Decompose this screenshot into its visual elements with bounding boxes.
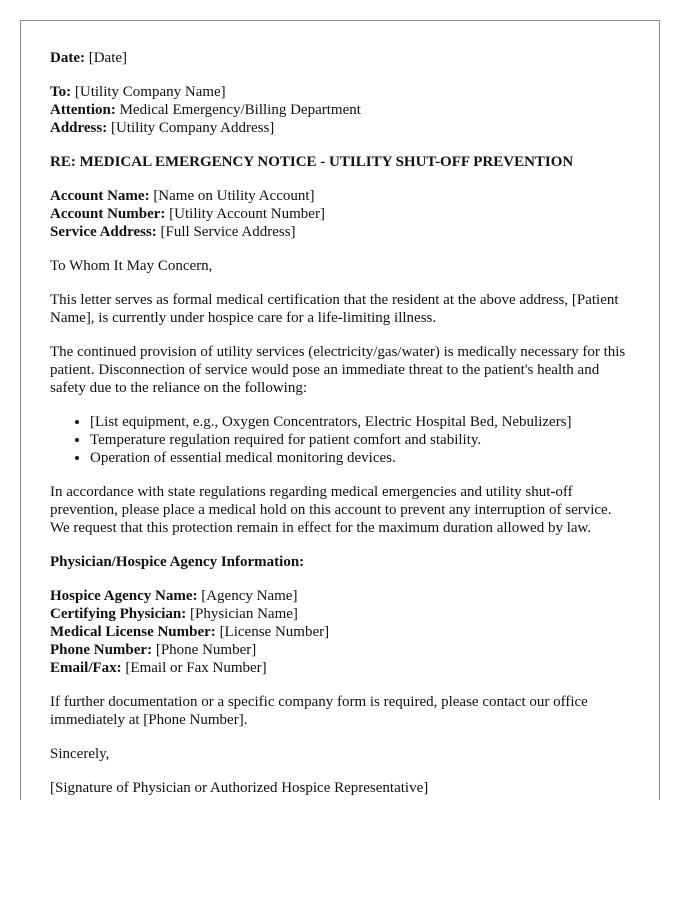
account-number-label: Account Number:	[50, 206, 166, 222]
certifying-physician-value: [Physician Name]	[186, 606, 298, 622]
phone-number-line	[50, 641, 630, 659]
phone-number-label: Phone Number:	[50, 642, 153, 658]
agency-name-value: [Agency Name]	[197, 588, 298, 604]
address-label: Address:	[50, 120, 108, 136]
physician-block	[50, 587, 630, 677]
date-label: Date:	[50, 50, 85, 66]
attention-line	[50, 101, 630, 119]
recipient-block	[50, 83, 630, 137]
paragraph-certification: This letter serves as formal medical certification that the resident at the above address, [Patient Name], is currently under hospice care for a life-limiting illness.	[50, 292, 619, 326]
account-name-value: [Name on Utility Account]	[149, 188, 315, 204]
attention-label: Attention:	[50, 102, 116, 118]
service-address-label: Service Address:	[50, 224, 157, 240]
email-fax-label: Email/Fax:	[50, 660, 122, 676]
attention-value: Medical Emergency/Billing Department	[115, 102, 361, 118]
account-block	[50, 187, 630, 241]
paragraph-request: In accordance with state regulations regarding medical emergencies and utility shut-off prevention, please place a medical hold on this account to prevent any interruption of service. We request that this protection remain in effect for the maximum duration allowed by law.	[50, 484, 612, 536]
license-number-value: [License Number]	[215, 624, 330, 640]
agency-name-line	[50, 587, 630, 605]
date-line	[50, 49, 630, 67]
license-number-label: Medical License Number:	[50, 624, 216, 640]
list-item: • Operation of essential medical monitoring devices.	[90, 449, 630, 467]
account-number-value: [Utility Account Number]	[165, 206, 325, 222]
list-item: • [List equipment, e.g., Oxygen Concentrators, Electric Hospital Bed, Nebulizers]	[90, 413, 630, 431]
list-item: • Temperature regulation required for patient comfort and stability.	[90, 431, 630, 449]
salutation: To Whom It May Concern,	[50, 258, 213, 274]
service-address-value: [Full Service Address]	[156, 224, 296, 240]
agency-name-label: Hospice Agency Name:	[50, 588, 198, 604]
email-fax-line	[50, 659, 630, 677]
date-block	[50, 49, 630, 67]
paragraph-contact: If further documentation or a specific company form is required, please contact our office immediately at [Phone Number].	[50, 694, 588, 728]
letter-page	[20, 20, 660, 800]
closing: Sincerely,	[50, 746, 110, 762]
signature-line: [Signature of Physician or Authorized Hospice Representative]	[50, 780, 429, 796]
certifying-physician-label: Certifying Physician:	[50, 606, 187, 622]
equipment-list	[50, 413, 630, 467]
letter-body	[50, 49, 630, 800]
license-number-line	[50, 623, 630, 641]
account-name-label: Account Name:	[50, 188, 150, 204]
subject-line: RE: MEDICAL EMERGENCY NOTICE - UTILITY SHUT-OFF PREVENTION	[50, 154, 574, 170]
to-line	[50, 83, 630, 101]
email-fax-value: [Email or Fax Number]	[121, 660, 267, 676]
to-label: To:	[50, 84, 72, 100]
paragraph-necessity: The continued provision of utility services (electricity/gas/water) is medically necessary for this patient. Disconnection of service would pose an immediate threat to the patient's health and safety due to the reliance on the following:	[50, 344, 626, 396]
to-value: [Utility Company Name]	[71, 84, 226, 100]
account-number-line	[50, 205, 630, 223]
date-value: [Date]	[84, 50, 128, 66]
address-value: [Utility Company Address]	[107, 120, 275, 136]
service-address-line	[50, 223, 630, 241]
phone-number-value: [Phone Number]	[152, 642, 257, 658]
account-name-line	[50, 187, 630, 205]
physician-heading: Physician/Hospice Agency Information:	[50, 554, 305, 570]
certifying-physician-line	[50, 605, 630, 623]
address-line	[50, 119, 630, 137]
